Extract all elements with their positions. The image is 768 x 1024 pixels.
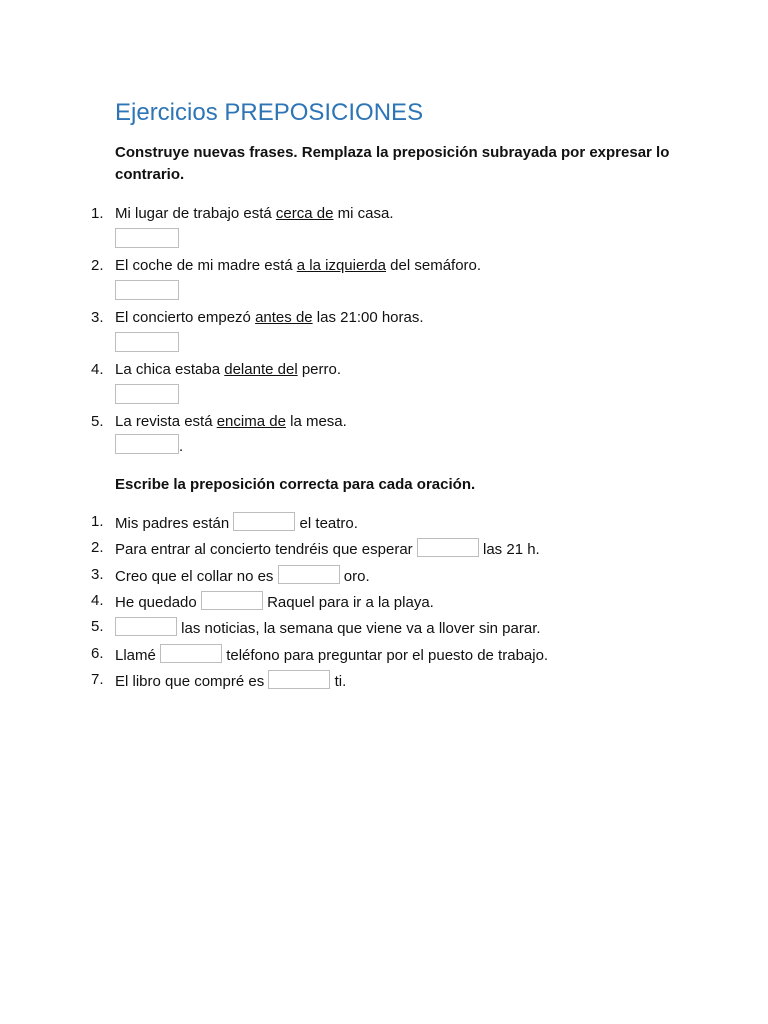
sentence-start: La chica estaba xyxy=(115,361,225,378)
sentence-end: perro. xyxy=(297,361,342,378)
sentence-end: las 21:00 horas. xyxy=(312,309,424,326)
item-number: 6. xyxy=(91,645,104,662)
underlined-preposition: delante del xyxy=(224,361,298,378)
sentence-start: El coche de mi madre está xyxy=(115,257,297,274)
answer-field[interactable] xyxy=(115,332,179,352)
blank-field[interactable] xyxy=(233,512,295,531)
blank-field[interactable] xyxy=(160,644,222,663)
sentence-start: Llamé xyxy=(115,647,161,664)
sentence-end: mi casa. xyxy=(333,205,394,222)
item-number: 4. xyxy=(91,361,104,378)
item-number: 2. xyxy=(91,257,104,274)
item-number: 3. xyxy=(91,309,104,326)
sentence-end: teléfono para preguntar por el puesto de trabajo. xyxy=(222,647,549,664)
sentence-start: Mi lugar de trabajo está xyxy=(115,205,276,222)
answer-field[interactable] xyxy=(115,434,179,454)
sentence-start: La revista está xyxy=(115,413,217,430)
underlined-preposition: a la izquierda xyxy=(296,257,386,274)
answer-field[interactable] xyxy=(115,228,179,248)
sentence-end: la mesa. xyxy=(285,413,347,430)
sentence-start: El libro que compré es xyxy=(115,673,269,690)
underlined-preposition: cerca de xyxy=(275,205,334,222)
blank-field[interactable] xyxy=(201,591,263,610)
instruction-1: Construye nuevas frases. Remplaza la preposición subrayada por expresar lo contrario. xyxy=(115,144,670,183)
underlined-preposition: encima de xyxy=(216,413,286,430)
blank-field[interactable] xyxy=(278,565,340,584)
sentence-end: las noticias, la semana que viene va a llover sin parar. xyxy=(177,620,541,637)
page-title: Ejercicios PREPOSICIONES xyxy=(115,99,424,126)
sentence-start: He quedado xyxy=(115,594,201,611)
item-number: 5. xyxy=(91,413,104,430)
sentence-start: Para entrar al concierto tendréis que esperar xyxy=(115,541,417,558)
item-number: 1. xyxy=(91,513,104,530)
underlined-preposition: antes de xyxy=(255,309,313,326)
sentence-end: del semáforo. xyxy=(386,257,482,274)
item-number: 3. xyxy=(91,566,104,583)
answer-field[interactable] xyxy=(115,384,179,404)
item-number: 7. xyxy=(91,671,104,688)
item-number: 1. xyxy=(91,205,104,222)
blank-field[interactable] xyxy=(417,538,479,557)
item-number: 5. xyxy=(91,618,104,635)
item-number: 4. xyxy=(91,592,104,609)
sentence-start: El concierto empezó xyxy=(115,309,256,326)
sentence-end: oro. xyxy=(339,568,370,585)
blank-field[interactable] xyxy=(268,670,330,689)
sentence-start: Mis padres están xyxy=(115,515,234,532)
item-number: 2. xyxy=(91,539,104,556)
answer-field[interactable] xyxy=(115,280,179,300)
instruction-2: Escribe la preposición correcta para cada oración. xyxy=(115,476,476,493)
sentence-start: Creo que el collar no es xyxy=(115,568,278,585)
sentence-end: las 21 h. xyxy=(478,541,540,558)
sentence-end: el teatro. xyxy=(295,515,358,532)
sentence-end: ti. xyxy=(330,673,347,690)
trailing-period: . xyxy=(179,438,184,455)
blank-field[interactable] xyxy=(115,617,177,636)
sentence-end: Raquel para ir a la playa. xyxy=(262,594,434,611)
